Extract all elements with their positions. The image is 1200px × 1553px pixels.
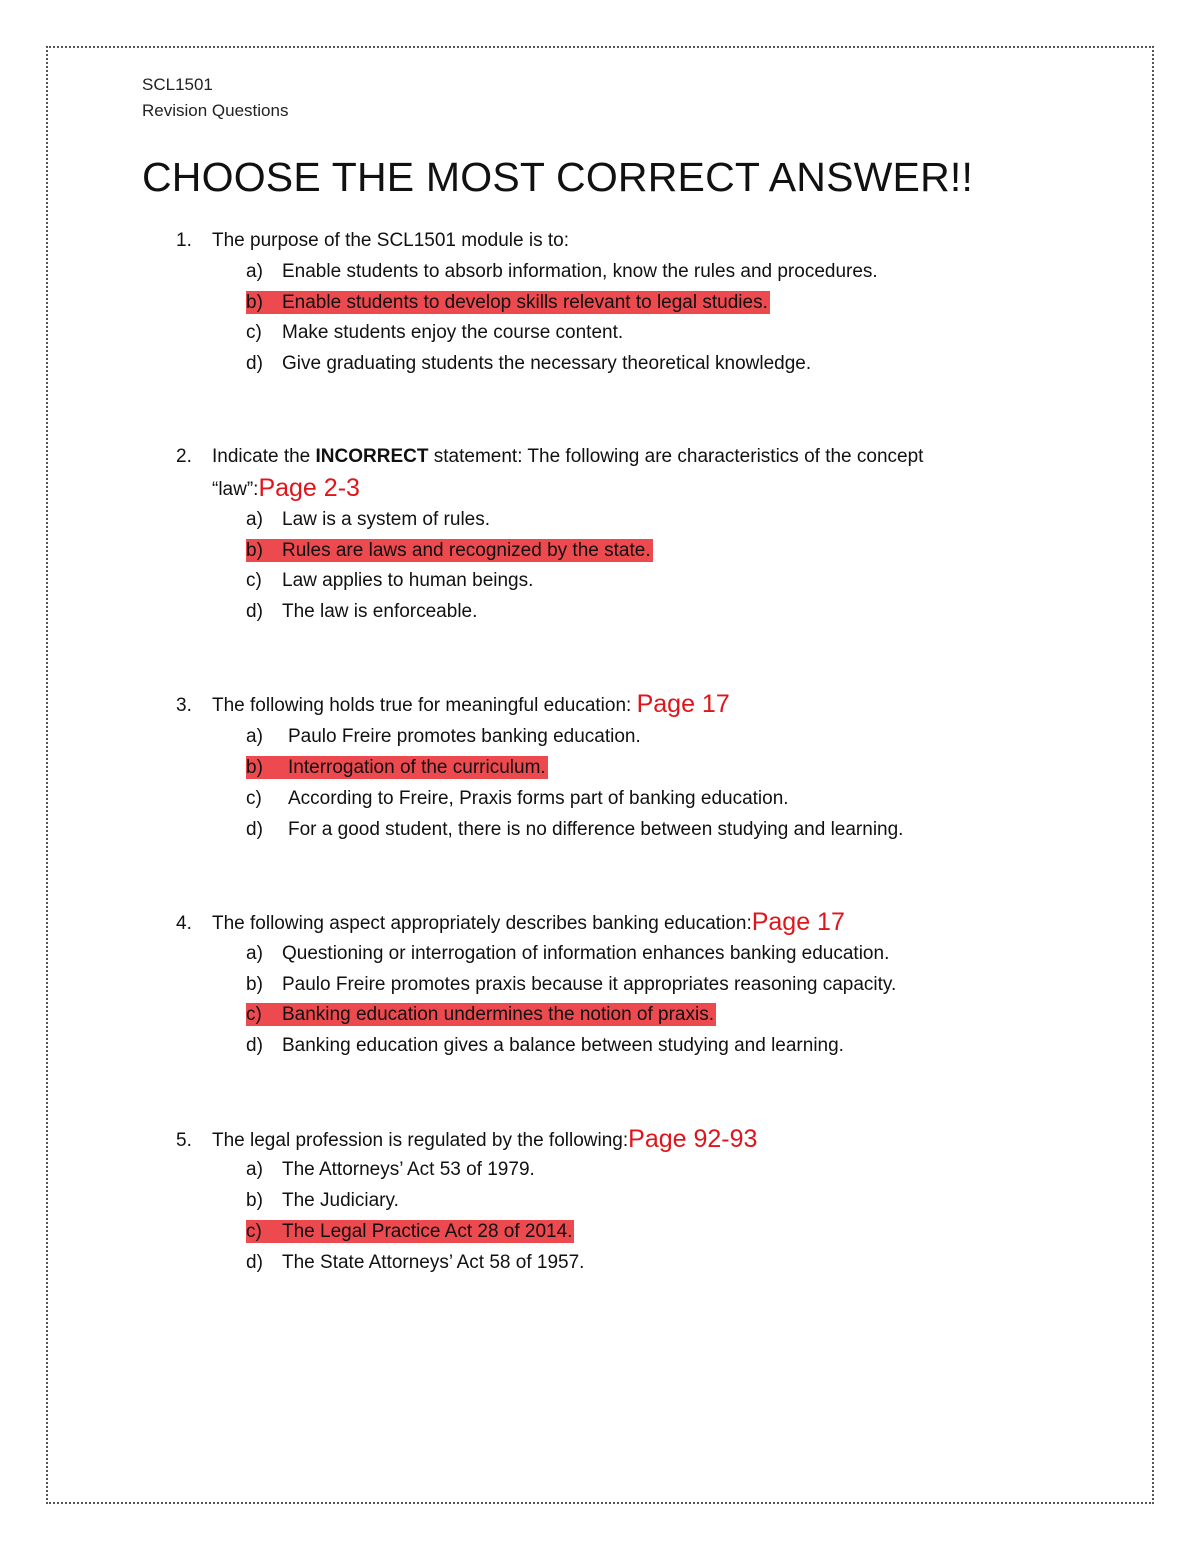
page-title: CHOOSE THE MOST CORRECT ANSWER!!	[142, 154, 974, 200]
option-text: The State Attorneys’ Act 58 of 1957.	[282, 1252, 585, 1273]
option-text: According to Freire, Praxis forms part of banking education.	[288, 788, 789, 809]
option-letter: d)	[246, 1035, 263, 1056]
option-text: The Legal Practice Act 28 of 2014.	[282, 1221, 573, 1242]
option-5d	[246, 1251, 584, 1275]
question-number: 1.	[176, 230, 192, 251]
option-text: Paulo Freire promotes banking education.	[288, 726, 641, 747]
option-2d	[246, 600, 477, 624]
course-code: SCL1501	[142, 75, 213, 94]
option-text: Questioning or interrogation of information enhances banking education.	[282, 943, 890, 964]
question-4	[176, 910, 845, 936]
question-3	[176, 692, 730, 718]
question-text-before: Indicate the	[212, 446, 316, 467]
option-letter: c)	[246, 570, 262, 591]
option-text: Law is a system of rules.	[282, 509, 491, 530]
option-1a	[246, 260, 878, 284]
question-5	[176, 1127, 757, 1153]
option-letter: b)	[246, 292, 263, 313]
option-3d	[246, 818, 903, 842]
option-text: The Attorneys’ Act 53 of 1979.	[282, 1159, 535, 1180]
option-5a	[246, 1158, 535, 1182]
question-text-bold: INCORRECT	[315, 446, 429, 467]
question-text-cont: “law”:	[212, 479, 259, 500]
option-letter: b)	[246, 974, 263, 995]
question-text: The legal profession is regulated by the following:	[212, 1130, 629, 1151]
option-5c-highlighted	[246, 1220, 574, 1244]
option-letter: a)	[246, 261, 263, 282]
option-text: Give graduating students the necessary theoretical knowledge.	[282, 353, 812, 374]
option-text: Enable students to absorb information, know the rules and procedures.	[282, 261, 878, 282]
page-reference: Page 17	[636, 690, 730, 718]
option-3a	[246, 725, 641, 749]
option-4a	[246, 942, 889, 966]
option-letter: d)	[246, 601, 263, 622]
option-1d	[246, 352, 811, 376]
option-3b-highlighted	[246, 756, 548, 780]
question-text: The following aspect appropriately describes banking education:	[212, 913, 752, 934]
question-text-after: statement: The following are characteristics of the concept	[428, 446, 924, 467]
question-2	[176, 445, 923, 469]
page-reference: Page 2-3	[258, 474, 360, 502]
page-reference: Page 17	[751, 908, 845, 936]
option-2c	[246, 569, 533, 593]
option-2b-highlighted	[246, 539, 653, 563]
option-1c	[246, 321, 623, 345]
option-text: Paulo Freire promotes praxis because it appropriates reasoning capacity.	[282, 974, 897, 995]
option-4b	[246, 973, 896, 997]
option-letter: b)	[246, 540, 263, 561]
option-text: Enable students to develop skills relevant to legal studies.	[282, 292, 768, 313]
option-letter: d)	[246, 353, 263, 374]
option-text: Banking education gives a balance between studying and learning.	[282, 1035, 844, 1056]
option-4d	[246, 1034, 844, 1058]
option-letter: c)	[246, 1221, 262, 1242]
option-letter: a)	[246, 943, 263, 964]
option-text: Rules are laws and recognized by the state.	[282, 540, 651, 561]
option-text: For a good student, there is no difference between studying and learning.	[288, 819, 904, 840]
option-letter: b)	[246, 1190, 263, 1211]
option-letter: a)	[246, 1159, 263, 1180]
option-text: The Judiciary.	[282, 1190, 399, 1211]
option-text: Banking education undermines the notion of praxis.	[282, 1004, 714, 1025]
option-3c	[246, 787, 789, 811]
option-letter: c)	[246, 322, 262, 343]
document-subtitle: Revision Questions	[142, 101, 289, 120]
page-reference: Page 92-93	[628, 1125, 758, 1153]
option-1b-highlighted	[246, 291, 770, 315]
question-2-continued	[212, 476, 360, 502]
option-letter: b)	[246, 757, 263, 778]
option-text: Interrogation of the curriculum.	[288, 757, 546, 778]
question-number: 4.	[176, 913, 192, 934]
option-text: Make students enjoy the course content.	[282, 322, 624, 343]
question-number: 5.	[176, 1130, 192, 1151]
option-letter: a)	[246, 509, 263, 530]
question-text: The following holds true for meaningful education:	[212, 695, 637, 716]
option-2a	[246, 508, 490, 532]
question-number: 2.	[176, 446, 192, 467]
option-5b	[246, 1189, 399, 1213]
option-letter: d)	[246, 1252, 263, 1273]
option-text: Law applies to human beings.	[282, 570, 534, 591]
question-text: The purpose of the SCL1501 module is to:	[212, 230, 570, 251]
option-letter: a)	[246, 726, 263, 747]
question-1	[176, 229, 569, 253]
option-letter: c)	[246, 1004, 262, 1025]
option-letter: c)	[246, 788, 262, 809]
option-text: The law is enforceable.	[282, 601, 478, 622]
option-4c-highlighted	[246, 1003, 716, 1027]
question-number: 3.	[176, 695, 192, 716]
option-letter: d)	[246, 819, 263, 840]
